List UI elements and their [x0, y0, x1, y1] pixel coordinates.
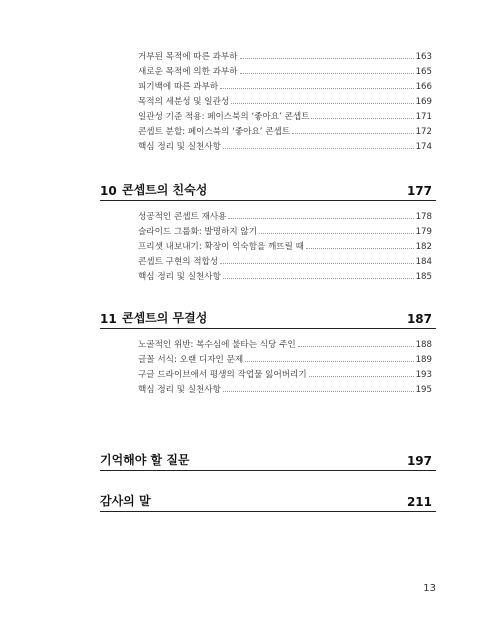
entry-title: 핵심 정리 및 실천사항: [138, 142, 221, 152]
toc-entry: [138, 253, 432, 267]
entry-page: 188: [415, 340, 432, 350]
dot-leader: [240, 73, 414, 74]
toc-entry: [138, 93, 432, 107]
dot-leader: [306, 248, 414, 249]
entry-title: 성공적인 콘셉트 재사용: [138, 212, 227, 222]
dot-leader: [259, 233, 414, 234]
toc-entry: [138, 78, 432, 92]
toc-entry: [138, 108, 432, 122]
entry-page: 193: [415, 370, 432, 380]
dot-leader: [223, 278, 414, 279]
section-divider: [100, 511, 436, 512]
entry-title: 글꼴 서식: 오랜 디자인 문제: [138, 355, 244, 365]
entry-title: 콘셉트 구현의 적합성: [138, 257, 219, 267]
dot-leader: [228, 218, 413, 219]
toc-entry: [138, 351, 432, 365]
dot-leader: [240, 58, 414, 59]
entry-title: 프리셋 내보내기: 확장이 익숙함을 깨뜨릴 때: [138, 242, 304, 252]
dot-leader: [245, 361, 413, 362]
entry-title: 노골적인 위반: 복수심에 불타는 식당 주인: [138, 340, 296, 350]
toc-entry: [138, 138, 432, 152]
questions-heading: [100, 450, 432, 468]
section-divider: [100, 470, 436, 471]
entry-page: 166: [415, 82, 432, 92]
chapter-number: 10: [100, 184, 117, 198]
toc-entry: [138, 223, 432, 237]
toc-entry: [138, 208, 432, 222]
dot-leader: [220, 263, 413, 264]
section-title: 기억해야 할 질문: [100, 453, 190, 467]
toc-entry: [138, 268, 432, 282]
chapter-page: 177: [406, 184, 432, 198]
toc-entry: [138, 381, 432, 395]
section-page: 197: [406, 454, 432, 468]
thanks-heading: [100, 491, 432, 509]
dot-leader: [223, 148, 414, 149]
chapter-page: 187: [406, 312, 432, 326]
entry-page: 178: [415, 212, 432, 222]
entry-title: 핵심 정리 및 실천사항: [138, 272, 221, 282]
dot-leader: [231, 103, 413, 104]
toc-entry: [138, 366, 432, 380]
dot-leader: [220, 88, 413, 89]
dot-leader: [309, 376, 414, 377]
dot-leader: [311, 118, 413, 119]
entry-page: 184: [415, 257, 432, 267]
entry-title: 핵심 정리 및 실천사항: [138, 385, 221, 395]
chapter-11-heading: [100, 308, 432, 326]
section-title: 감사의 말: [100, 494, 151, 508]
toc-entry: [138, 123, 432, 137]
entry-title: 일관성 기준 적용: 페이스북의 ‘좋아요’ 콘셉트: [138, 112, 310, 122]
entry-page: 172: [415, 127, 432, 137]
dot-leader: [292, 133, 413, 134]
toc-entry: [138, 336, 432, 350]
chapter-title: 콘셉트의 친숙성: [122, 183, 208, 197]
chapter-10-heading: [100, 180, 432, 198]
entry-page: 171: [415, 112, 432, 122]
chapter-number: 11: [100, 312, 117, 326]
page-number: 13: [423, 583, 436, 594]
chapter-title: 콘셉트의 무결성: [122, 311, 208, 325]
entry-page: 179: [415, 227, 432, 237]
toc-entry: [138, 238, 432, 252]
entry-page: 182: [415, 242, 432, 252]
entry-title: 새로운 목적에 의한 과부하: [138, 67, 238, 77]
entry-title: 콘셉트 분할: 페이스북의 ‘좋아요’ 콘셉트: [138, 127, 291, 137]
entry-page: 163: [415, 52, 432, 62]
entry-title: 슬라이드 그룹화: 발명하지 않기: [138, 227, 258, 237]
chapter-divider: [100, 200, 436, 201]
entry-page: 169: [415, 97, 432, 107]
entry-title: 피기백에 따른 과부하: [138, 82, 219, 92]
section-page: 211: [406, 495, 432, 509]
entry-title: 거부된 목적에 따른 과부하: [138, 52, 238, 62]
entry-page: 185: [415, 272, 432, 282]
toc-entry: [138, 63, 432, 77]
entry-title: 목적의 세분성 및 일관성: [138, 97, 230, 107]
dot-leader: [223, 391, 414, 392]
entry-page: 189: [415, 355, 432, 365]
toc-entry: [138, 48, 432, 62]
dot-leader: [298, 346, 414, 347]
entry-page: 195: [415, 385, 432, 395]
entry-page: 165: [415, 67, 432, 77]
entry-title: 구글 드라이브에서 평생의 작업물 잃어버리기: [138, 370, 307, 380]
chapter-divider: [100, 328, 436, 329]
entry-page: 174: [415, 142, 432, 152]
